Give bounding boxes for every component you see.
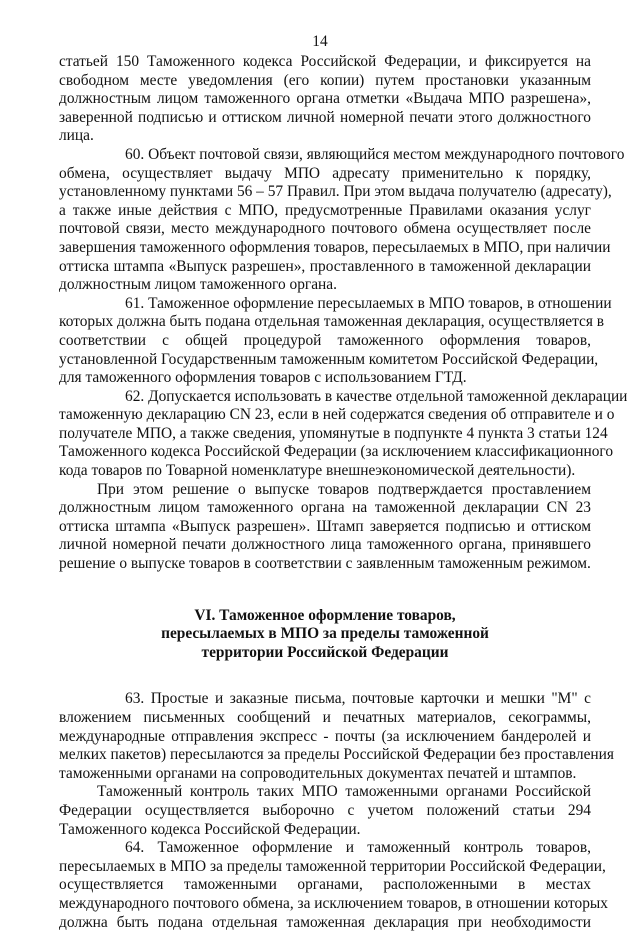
paragraph-63-control bbox=[59, 783, 591, 839]
heading-line: пересылаемых в МПО за пределы таможенной bbox=[161, 625, 489, 643]
text-line: завершения таможенного оформления товаров, пересылаемых в МПО, при наличии bbox=[59, 238, 611, 256]
paragraph-61 bbox=[59, 294, 612, 388]
text-line: должностным лицом таможенного органа. bbox=[59, 276, 337, 294]
text-line: установленной Государственным таможенным комитетом Российской Федерации, bbox=[59, 350, 599, 368]
spacer bbox=[59, 574, 591, 607]
text-line: получателе МПО, а также сведения, упомянутые в подпункте 4 пункта 3 статьи 124 bbox=[59, 424, 608, 442]
document-body bbox=[59, 53, 628, 932]
text-line: оттиска штампа «Выпуск разрешен». Штамп заверяется подписью и оттиском bbox=[59, 517, 591, 535]
text-line: Федерации осуществляется выборочно с учетом положений статьи 294 bbox=[59, 801, 591, 819]
text-line: лица. bbox=[59, 127, 94, 145]
text-line: личной номерной печати должностного лица таможенного органа, принявшего bbox=[59, 536, 591, 554]
text-line: 62. Допускается использовать в качестве отдельной таможенной декларации bbox=[125, 387, 628, 405]
text-line: обмена, осуществляет выдачу МПО адресату применительно к порядку, bbox=[59, 164, 591, 182]
text-line: пересылаемых в МПО за пределы таможенной территории Российской Федерации, bbox=[59, 857, 606, 875]
text-line: 60. Объект почтовой связи, являющийся местом международного почтового bbox=[125, 145, 625, 163]
text-line: соответствии с общей процедурой таможенного оформления товаров, bbox=[59, 331, 591, 349]
text-line: осуществляется таможенными органами, расположенными в местах bbox=[59, 876, 591, 894]
text-line: 63. Простые и заказные письма, почтовые карточки и мешки "М" с bbox=[125, 690, 591, 708]
heading-line: VI. Таможенное оформление товаров, bbox=[194, 606, 456, 624]
paragraph-64 bbox=[59, 839, 608, 932]
text-line: которых должна быть подана отдельная таможенная декларация, осуществляется в bbox=[59, 313, 605, 331]
text-line: 64. Таможенное оформление и таможенный контроль товаров, bbox=[125, 839, 591, 857]
text-line: При этом решение о выпуске товаров подтверждается проставлением bbox=[97, 480, 591, 498]
text-line: международного почтового обмена, за исключением товаров, в отношении которых bbox=[59, 894, 608, 912]
text-line: таможенную декларацию CN 23, если в ней содержатся сведения об отправителе и о bbox=[59, 406, 615, 424]
paragraph-62 bbox=[59, 387, 628, 481]
text-line: для таможенного оформления товаров с использованием ГТД. bbox=[59, 369, 467, 387]
paragraph-60 bbox=[59, 145, 625, 295]
text-line: свободном месте уведомления (его копии) путем простановки указанным bbox=[59, 71, 591, 89]
text-line: Таможенного кодекса Российской Федерации. bbox=[59, 820, 361, 838]
text-line: установленному пунктами 56 – 57 Правил. При этом выдача получателю (адресату), bbox=[59, 183, 612, 201]
text-line: кода товаров по Товарной номенклатуре внешнеэкономической деятельности). bbox=[59, 462, 576, 480]
text-line: 61. Таможенное оформление пересылаемых в МПО товаров, в отношении bbox=[125, 294, 612, 312]
text-line: статьей 150 Таможенного кодекса Российской Федерации, и фиксируется на bbox=[59, 53, 591, 70]
text-line: мелких пакетов) пересылаются за пределы Российской Федерации без проставления bbox=[59, 746, 614, 764]
text-line: Таможенный контроль таких МПО таможенными органами Российской bbox=[97, 783, 591, 801]
paragraph-continuation bbox=[59, 53, 591, 146]
text-line: должностным лицом таможенного органа отметки «Выдача МПО разрешена», bbox=[59, 90, 591, 108]
text-line: а также иные действия с МПО, предусмотренные Правилами оказания услуг bbox=[59, 201, 591, 219]
text-line: заверенной подписью и оттиском личной номерной печати этого должностного bbox=[59, 108, 591, 126]
text-line: решение о выпуске товаров в соответствии с заявленным таможенным режимом. bbox=[59, 555, 591, 573]
text-line: таможенными органами на сопроводительных документах печатей и штампов. bbox=[59, 764, 577, 782]
section-heading bbox=[59, 607, 591, 663]
text-line: Таможенного кодекса Российской Федерации (за исключением классификационного bbox=[59, 443, 614, 461]
text-line: международные отправления экспресс - почты (за исключением бандеролей и bbox=[59, 727, 591, 745]
text-line: должностным лицом таможенного органа на таможенной декларации CN 23 bbox=[59, 499, 591, 517]
text-line: оттиска штампа «Выпуск разрешен», проставленного в таможенной декларации bbox=[59, 257, 591, 275]
spacer bbox=[59, 662, 591, 690]
text-line: вложением письменных сообщений и печатных материалов, секограммы, bbox=[59, 709, 591, 726]
heading-line: территории Российской Федерации bbox=[201, 643, 449, 661]
paragraph-62-release bbox=[59, 481, 591, 574]
text-line: должна быть подана отдельная таможенная декларация при необходимости bbox=[59, 913, 591, 931]
paragraph-63 bbox=[59, 690, 614, 783]
text-line: почтовой связи, место международного почтового обмена осуществляет после bbox=[59, 220, 591, 238]
page-number: 14 bbox=[312, 33, 328, 50]
